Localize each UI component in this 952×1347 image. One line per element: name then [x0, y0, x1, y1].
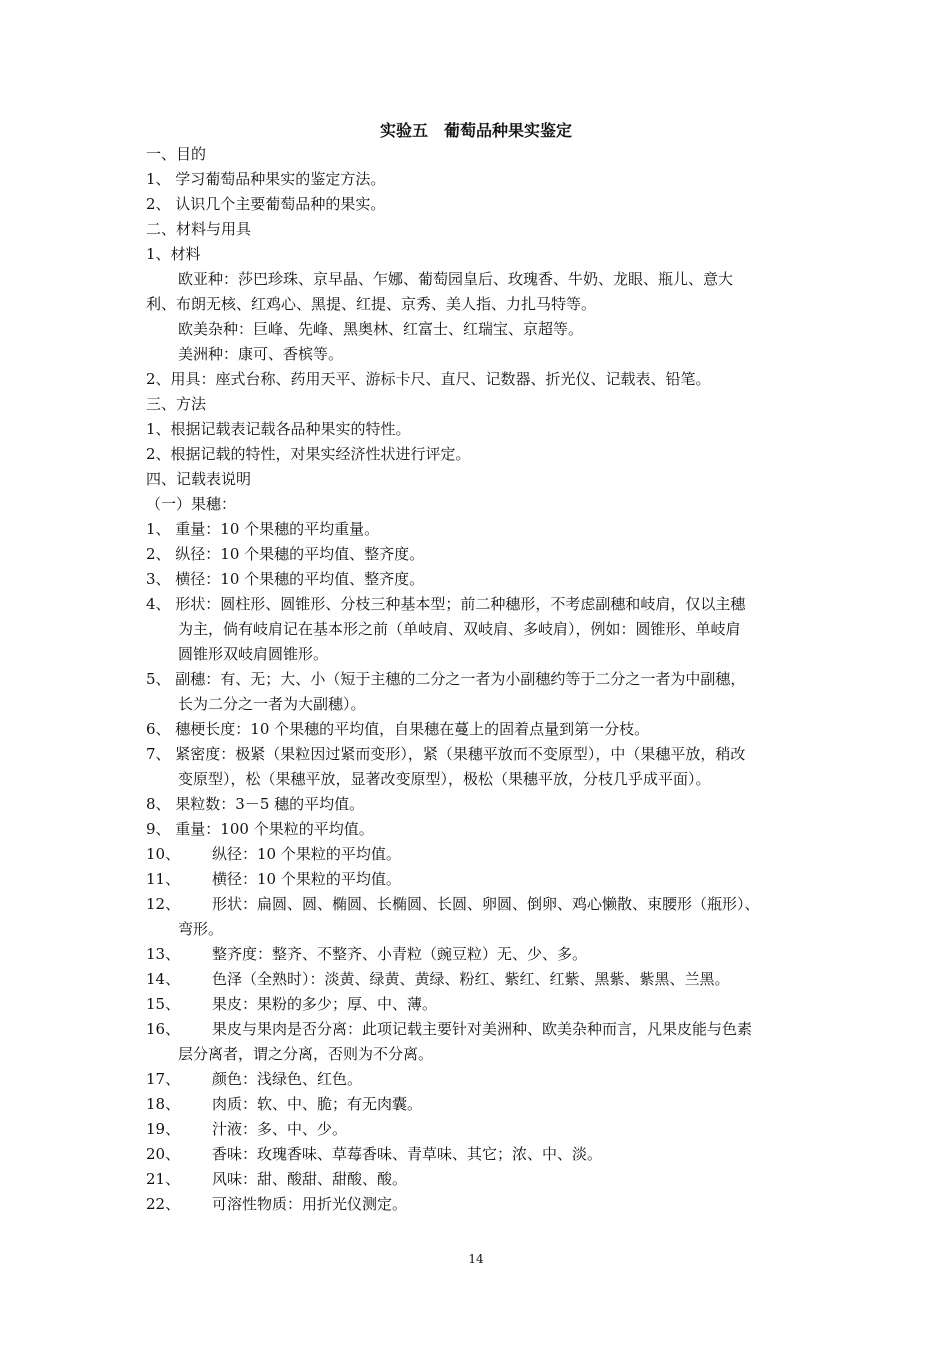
- item-number: 22、: [146, 1195, 181, 1213]
- item-number: 21、: [146, 1170, 181, 1188]
- item-number: 19、: [146, 1120, 181, 1138]
- text-line: 2、 认识几个主要葡萄品种的果实。: [146, 195, 386, 213]
- item-text: 香味：玫瑰香味、草莓香味、青草味、其它；浓、中、淡。: [212, 1145, 603, 1163]
- list-item: [146, 967, 180, 991]
- item-text: 果皮：果粉的多少；厚、中、薄。: [212, 995, 438, 1013]
- text-line: 长为二分之一者为大副穗）。: [178, 695, 366, 713]
- text-line: 5、 副穗：有、无；大、小（短于主穗的二分之一者为小副穗约等于二分之一者为中副穗，: [146, 670, 746, 688]
- item-text: 肉质：软、中、脆；有无肉囊。: [212, 1095, 423, 1113]
- item-text: 可溶性物质：用折光仪测定。: [212, 1195, 408, 1213]
- section-heading: 三、方法: [146, 395, 207, 413]
- item-text: 颜色：浅绿色、红色。: [212, 1070, 363, 1088]
- page-number: 14: [468, 1252, 484, 1266]
- item-number: 15、: [146, 995, 181, 1013]
- list-item: [146, 942, 180, 966]
- list-item: [146, 1142, 180, 1166]
- list-item: [146, 892, 180, 916]
- text-line: 6、 穗梗长度：10 个果穗的平均值，自果穗在蔓上的固着点量到第一分枝。: [146, 720, 650, 738]
- list-item: [146, 1117, 180, 1141]
- text-line: 3、 横径：10 个果穗的平均值、整齐度。: [146, 570, 425, 588]
- text-line: 1、材料: [146, 245, 201, 263]
- text-line: 2、 纵径：10 个果穗的平均值、整齐度。: [146, 545, 425, 563]
- text-line: 8、 果粒数：3－5 穗的平均值。: [146, 795, 365, 813]
- section-heading: 一、目的: [146, 145, 207, 163]
- list-item: [146, 992, 180, 1016]
- text-line: 欧亚种：莎巴珍珠、京早晶、乍娜、葡萄园皇后、玫瑰香、牛奶、龙眼、瓶儿、意大: [178, 270, 734, 288]
- text-line: 圆锥形双岐肩圆锥形。: [178, 645, 329, 663]
- subsection-heading: （一）果穗：: [146, 495, 237, 513]
- item-number: 10、: [146, 845, 181, 863]
- text-line: 变原型），松（果穗平放，显著改变原型），极松（果穗平放，分枝几乎成平面）。: [178, 770, 711, 788]
- item-text: 整齐度：整齐、不整齐、小青粒（豌豆粒）无、少、多。: [212, 945, 588, 963]
- item-text: 纵径：10 个果粒的平均值。: [212, 845, 401, 863]
- text-line: 7、 紧密度：极紧（果粒因过紧而变形），紧（果穗平放而不变原型），中（果穗平放，稍改: [146, 745, 746, 763]
- item-text: 色泽（全熟时）：淡黄、绿黄、黄绿、粉红、紫红、红紫、黑紫、紫黑、兰黑。: [212, 970, 730, 988]
- list-item: [146, 1092, 180, 1116]
- list-item: [146, 1067, 180, 1091]
- item-number: 12、: [146, 895, 181, 913]
- list-item: [146, 842, 180, 866]
- item-text: 弯形。: [178, 920, 224, 938]
- item-number: 11、: [146, 870, 181, 888]
- text-line: 4、 形状：圆柱形、圆锥形、分枝三种基本型；前二种穗形，不考虑副穗和岐肩，仅以主穗: [146, 595, 746, 613]
- item-number: 16、: [146, 1020, 181, 1038]
- text-line: 2、根据记载的特性，对果实经济性状进行评定。: [146, 445, 471, 463]
- section-heading: 二、材料与用具: [146, 220, 252, 238]
- item-text: 果皮与果肉是否分离：此项记载主要针对美洲种、欧美杂种而言，凡果皮能与色素: [212, 1020, 753, 1038]
- list-item: [146, 1192, 180, 1216]
- text-line: 1、根据记载表记载各品种果实的特性。: [146, 420, 411, 438]
- item-number: 18、: [146, 1095, 181, 1113]
- text-line: 1、 重量：10 个果穗的平均重量。: [146, 520, 380, 538]
- item-text: 形状：扁圆、圆、椭圆、长椭圆、长圆、卵圆、倒卵、鸡心懒散、束腰形（瓶形）、: [212, 895, 760, 913]
- item-text: 横径：10 个果粒的平均值。: [212, 870, 401, 888]
- text-line: 1、 学习葡萄品种果实的鉴定方法。: [146, 170, 386, 188]
- list-item: [146, 1017, 180, 1041]
- text-line: 利、布朗无核、红鸡心、黑提、红提、京秀、美人指、力扎马特等。: [146, 295, 597, 313]
- section-heading: 四、记载表说明: [146, 470, 252, 488]
- list-item: [146, 867, 180, 891]
- text-line: 美洲种：康可、香槟等。: [178, 345, 344, 363]
- item-number: 14、: [146, 970, 181, 988]
- item-number: 17、: [146, 1070, 181, 1088]
- text-line: 为主，倘有岐肩记在基本形之前（单岐肩、双岐肩、多岐肩），例如：圆锥形、单岐肩: [178, 620, 741, 638]
- item-number: 20、: [146, 1145, 181, 1163]
- item-text: 汁液：多、中、少。: [212, 1120, 348, 1138]
- text-line: 欧美杂种：巨峰、先峰、黑奥林、红富士、红瑞宝、京超等。: [178, 320, 584, 338]
- text-line: 9、 重量：100 个果粒的平均值。: [146, 820, 374, 838]
- list-item: [146, 1167, 180, 1191]
- item-text: 层分离者，谓之分离，否则为不分离。: [178, 1045, 434, 1063]
- item-text: 风味：甜、酸甜、甜酸、酸。: [212, 1170, 408, 1188]
- item-number: 13、: [146, 945, 181, 963]
- page-title: 实验五 葡萄品种果实鉴定: [379, 121, 572, 140]
- text-line: 2、用具：座式台称、药用天平、游标卡尺、直尺、记数器、折光仪、记载表、铅笔。: [146, 370, 711, 388]
